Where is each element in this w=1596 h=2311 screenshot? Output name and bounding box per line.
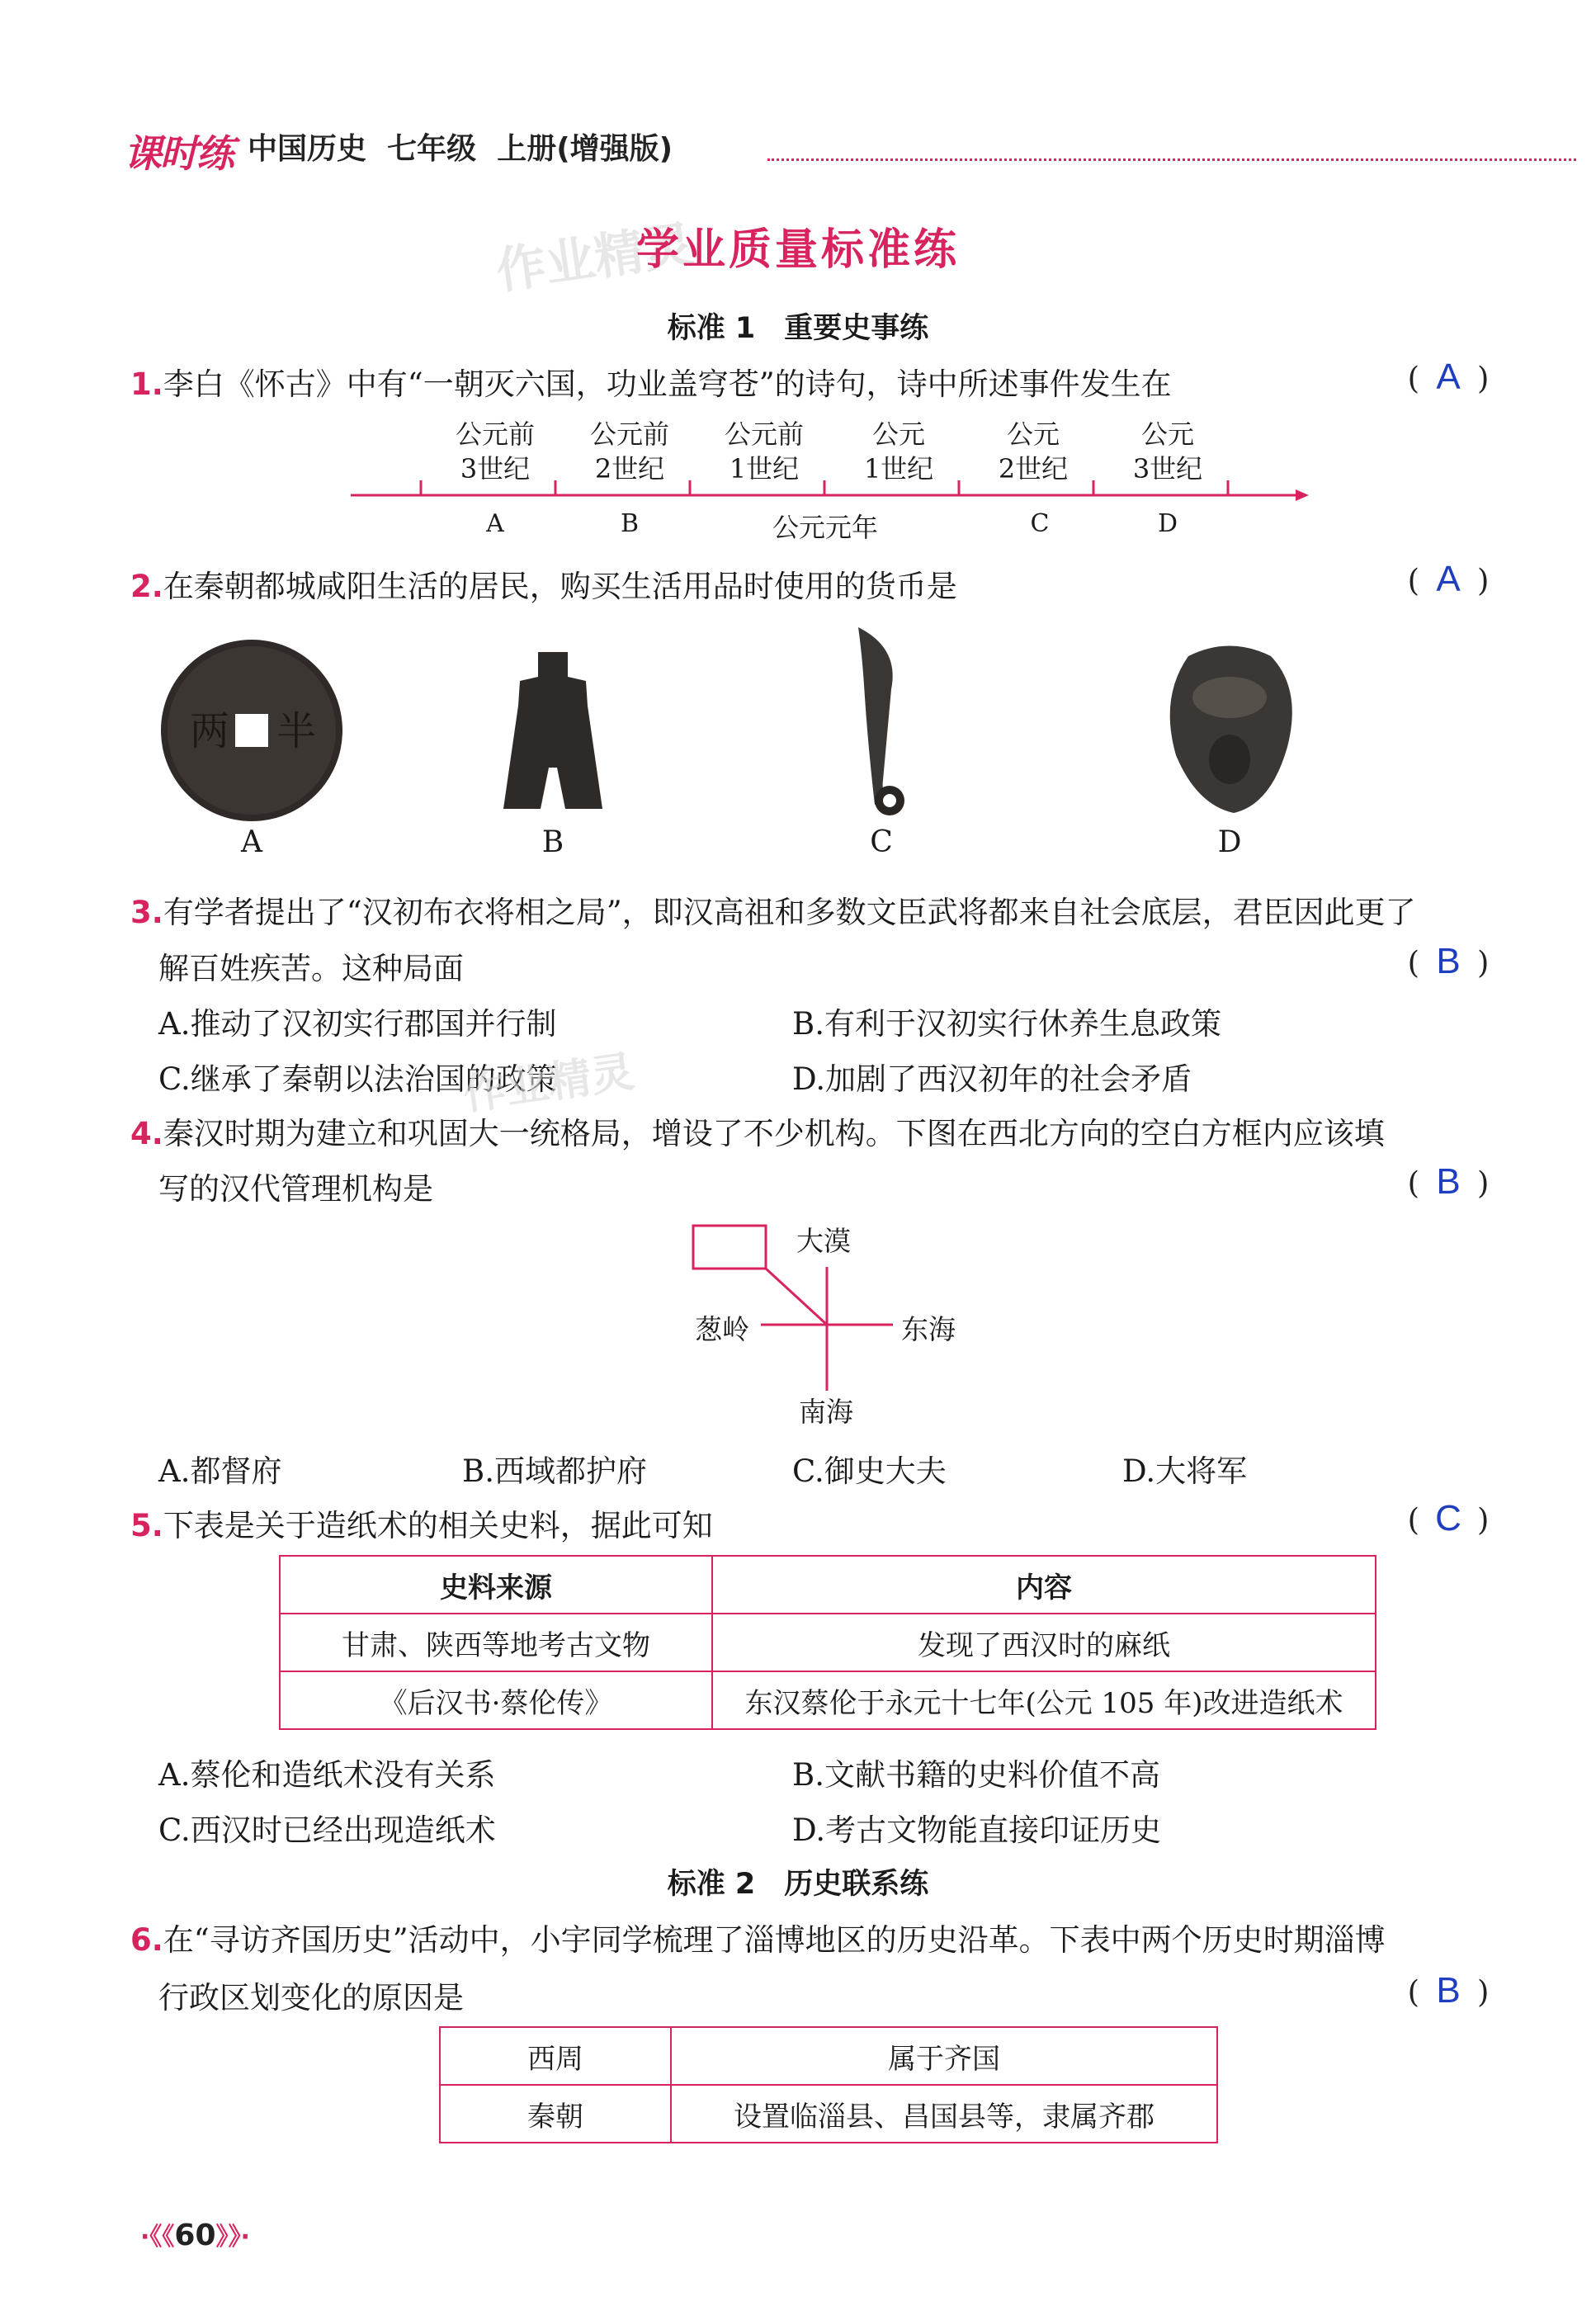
edition: 增强版 <box>569 132 659 166</box>
standard-1-heading: 标准 1 重要史事练 <box>667 312 929 345</box>
answer: A <box>1436 357 1461 397</box>
answer-box-3: ( B ) <box>1407 941 1490 981</box>
option-b: B.西域都护府 <box>462 1453 647 1489</box>
table-row <box>440 2027 1217 2085</box>
option-a: A.蔡伦和造纸术没有关系 <box>158 1757 496 1793</box>
table-cell: 《后汉书·蔡伦传》 <box>280 1671 712 1729</box>
option-b: B.有利于汉初实行休养生息政策 <box>792 1006 1221 1042</box>
answer: C <box>1435 1498 1461 1538</box>
coin-option-label: D <box>1217 825 1242 859</box>
table-cell: 东汉蔡伦于永元十七年(公元 105 年)改进造纸术 <box>712 1671 1376 1729</box>
watermark: 作业精灵 <box>460 1047 637 1121</box>
table-cell: 西周 <box>440 2027 671 2085</box>
table-cell: 甘肃、陕西等地考古文物 <box>280 1614 712 1671</box>
timeline-letter: C <box>1030 509 1050 538</box>
timeline-period: 公元前 3世纪 <box>455 418 535 484</box>
table-row <box>280 1671 1376 1729</box>
table-header: 史料来源 <box>280 1556 712 1614</box>
page-number-value: 60 <box>174 2219 216 2252</box>
answer-box-5: ( C ) <box>1407 1498 1490 1538</box>
question-text: 有学者提出了“汉初布衣将相之局”，即汉高祖和多数文臣武将都来自社会底层，君臣因此更了 <box>163 895 1416 930</box>
subject: 中国历史 <box>248 132 367 166</box>
blank-box <box>693 1226 766 1269</box>
option-c: C.继承了秦朝以法治国的政策 <box>158 1061 557 1097</box>
timeline-period: 公元前 2世纪 <box>589 418 669 484</box>
svg-text:两: 两 <box>190 708 230 754</box>
table-cell: 秦朝 <box>440 2085 671 2143</box>
answer-box-6: ( B ) <box>1407 1970 1490 2011</box>
coin-option-label: A <box>241 825 262 859</box>
table-row <box>440 2085 1217 2143</box>
option-c: C.西汉时已经出现造纸术 <box>158 1812 496 1848</box>
option-c: C.御史大夫 <box>792 1453 947 1489</box>
option-d: D.加剧了西汉初年的社会矛盾 <box>792 1061 1192 1097</box>
answer: A <box>1436 559 1461 599</box>
question-number: 2. <box>130 569 163 604</box>
option-a: A.推动了汉初实行郡国并行制 <box>158 1006 557 1042</box>
option-a: A.都督府 <box>158 1453 282 1489</box>
question-number: 5. <box>130 1508 163 1543</box>
question-text: 在“寻访齐国历史”活动中，小宇同学梳理了淄博地区的历史沿革。下表中两个历史时期淄博 <box>163 1922 1386 1958</box>
label-west: 葱岭 <box>695 1313 749 1345</box>
answer: B <box>1436 1161 1461 1202</box>
watermark: 作业精灵 <box>492 215 697 301</box>
timeline-letter: D <box>1157 509 1178 538</box>
answer: B <box>1436 1970 1461 2011</box>
answer-box-4: ( B ) <box>1407 1161 1490 1202</box>
table-cell: 属于齐国 <box>671 2027 1217 2085</box>
series-logo: 课时练 <box>124 131 233 176</box>
coin-option-label: B <box>541 825 564 859</box>
ant-nose-coin-image <box>1155 640 1304 821</box>
answer-box-1: ( A ) <box>1407 357 1490 397</box>
table-cell: 设置临淄县、昌国县等，隶属齐郡 <box>671 2085 1217 2143</box>
timeline-arrow <box>1296 489 1309 501</box>
label-south: 南海 <box>799 1396 853 1428</box>
question-5 <box>130 1500 713 1545</box>
timeline-period: 公元 3世纪 <box>1132 418 1203 484</box>
volume: 上册 <box>497 132 557 166</box>
banliang-coin-image <box>157 636 347 825</box>
answer: B <box>1436 941 1461 981</box>
question-text: 在秦朝都城咸阳生活的居民，购买生活用品时使用的货币是 <box>163 569 957 604</box>
timeline-center-label: 公元元年 <box>772 512 878 543</box>
table-header: 内容 <box>712 1556 1376 1614</box>
question-text: 李白《怀古》中有“一朝灭六国，功业盖穹苍”的诗句，诗中所述事件发生在 <box>163 366 1172 402</box>
spade-coin-image <box>495 648 611 813</box>
question-3 <box>130 887 1416 932</box>
question-text: 下表是关于造纸术的相关史料，据此可知 <box>163 1508 713 1543</box>
timeline-period: 公元 1世纪 <box>863 418 934 484</box>
table-cell: 发现了西汉时的麻纸 <box>712 1614 1376 1671</box>
question-text: 秦汉时期为建立和巩固大一统格局，增设了不少机构。下图在西北方向的空白方框内应该填 <box>163 1116 1385 1151</box>
option-b: B.文献书籍的史料价值不高 <box>792 1757 1160 1793</box>
grade: 七年级 <box>387 132 477 166</box>
answer-box-2: ( A ) <box>1407 559 1490 599</box>
question-6 <box>130 1915 1386 1959</box>
timeline-letter: B <box>620 509 640 538</box>
coin-option-label: C <box>870 825 893 859</box>
label-east: 东海 <box>901 1313 956 1345</box>
question-number: 1. <box>130 366 163 402</box>
standard-2-heading: 标准 2 历史联系练 <box>667 1868 929 1901</box>
question-4-line-2: 写的汉代管理机构是 <box>158 1171 433 1207</box>
header-divider <box>767 158 1576 161</box>
table-header-row <box>280 1556 1376 1614</box>
papermaking-table <box>279 1555 1376 1730</box>
question-number: 4. <box>130 1116 163 1151</box>
svg-text:半: 半 <box>276 708 317 754</box>
question-4 <box>130 1108 1385 1153</box>
question-2 <box>130 561 957 606</box>
page-number: ·《《60》》· <box>140 2219 250 2252</box>
question-6-line-2: 行政区划变化的原因是 <box>158 1980 464 2016</box>
zibo-history-table <box>439 2026 1218 2143</box>
question-number: 6. <box>130 1922 163 1958</box>
option-d: D.大将军 <box>1122 1453 1248 1489</box>
question-1 <box>130 359 1172 404</box>
label-north: 大漠 <box>796 1225 851 1257</box>
page-title: 学业质量标准练 <box>635 225 960 275</box>
timeline-letter: A <box>486 509 504 538</box>
question-number: 3. <box>130 895 163 930</box>
timeline-period: 公元前 1世纪 <box>724 418 804 484</box>
timeline-period: 公元 2世纪 <box>998 418 1069 484</box>
option-d: D.考古文物能直接印证历史 <box>792 1812 1162 1848</box>
knife-coin-image <box>850 623 933 829</box>
question-3-line-2: 解百姓疾苦。这种局面 <box>158 951 464 986</box>
table-row <box>280 1614 1376 1671</box>
book-header: 中国历史 七年级 上册(增强版) <box>248 132 673 166</box>
